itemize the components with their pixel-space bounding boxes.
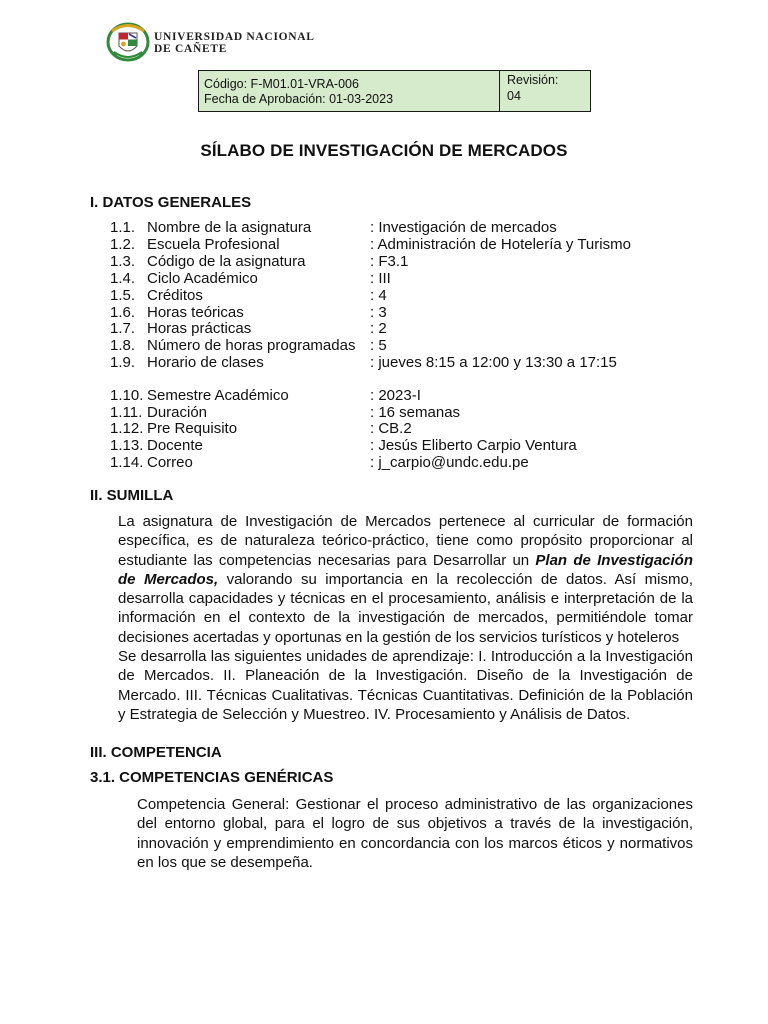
- datos-generales-num: 1.6.: [110, 303, 136, 321]
- datos-generales-num: 1.9.: [110, 354, 136, 372]
- datos-generales-value: : 16 semanas: [370, 403, 461, 421]
- datos-generales-value: : 4: [370, 286, 387, 304]
- datos-generales-value: : III: [370, 269, 391, 287]
- datos-generales-num: 1.1.: [110, 219, 136, 236]
- section-heading-datos-generales: I. DATOS GENERALES: [90, 194, 252, 211]
- section-heading-sumilla: II. SUMILLA: [90, 487, 174, 504]
- datos-generales-value: : CB.2: [370, 420, 412, 438]
- datos-generales-value: : j_carpio@undc.edu.pe: [370, 454, 529, 472]
- datos-generales-num: 1.12.: [110, 420, 144, 438]
- approval-date: Fecha de Aprobación: 01-03-2023: [204, 92, 394, 106]
- datos-generales-label: Docente: [147, 437, 203, 455]
- datos-generales-label: Horario de clases: [147, 354, 264, 372]
- datos-generales-value: : Jesús Eliberto Carpio Ventura: [370, 437, 577, 455]
- datos-generales-num: 1.10.: [110, 386, 144, 404]
- datos-generales-label: Pre Requisito: [147, 420, 238, 438]
- datos-generales-label: Escuela Profesional: [147, 235, 280, 253]
- datos-generales-value: : jueves 8:15 a 12:00 y 13:30 a 17:15: [370, 354, 617, 372]
- datos-generales-num: 1.8.: [110, 337, 136, 355]
- datos-generales-label: Ciclo Académico: [147, 269, 258, 287]
- sumilla-emphasis: Plan de Investigación de Mercados,: [118, 551, 693, 588]
- datos-generales-num: 1.7.: [110, 320, 136, 338]
- datos-generales-num: 1.5.: [110, 286, 136, 304]
- datos-generales-label: Duración: [147, 403, 208, 421]
- datos-generales-value: : Investigación de mercados: [370, 219, 557, 236]
- datos-generales-label: Número de horas programadas: [147, 337, 356, 355]
- revision-label: Revisión:: [507, 73, 559, 87]
- revision-value: 04: [507, 89, 521, 103]
- datos-generales-label: Semestre Académico: [147, 386, 289, 404]
- sumilla-text-part1: La asignatura de Investigación de Mercados pertenece al curricular de formación específica, es de naturaleza teórico-práctico, tiene como propósito proporcionar al estudiante las competencias necesarias para Desarrollar un: [118, 513, 693, 569]
- university-crest-logo: [106, 22, 150, 62]
- datos-generales-num: 1.11.: [110, 403, 143, 421]
- university-name-line1: UNIVERSIDAD NACIONAL: [154, 31, 315, 43]
- competencia-general-paragraph: Competencia General: Gestionar el proceso administrativo de las organizaciones del entorno global, para el logro de sus objetivos a través de la investigación, innovación y emprendimiento en concordancia con los marcos éticos y normativos en los que se desempeña.: [137, 796, 693, 871]
- datos-generales-value: : Administración de Hotelería y Turismo: [370, 235, 631, 253]
- datos-generales-num: 1.14.: [110, 454, 144, 472]
- datos-generales-label: Horas teóricas: [147, 303, 244, 321]
- section-heading-competencia: III. COMPETENCIA: [90, 744, 222, 761]
- datos-generales-num: 1.2.: [110, 235, 136, 253]
- datos-generales-label: Correo: [147, 454, 193, 472]
- datos-generales-value: : 2: [370, 320, 387, 338]
- datos-generales-label: Créditos: [147, 286, 203, 304]
- datos-generales-num: 1.4.: [110, 269, 136, 287]
- datos-generales-value: : F3.1: [370, 252, 409, 270]
- datos-generales-label: Horas prácticas: [147, 320, 252, 338]
- datos-generales-value: : 3: [370, 303, 387, 321]
- sumilla-text-part2: valorando su importancia en la recolección de datos. Así mismo, desarrolla capacidades y técnicas en el procesamiento, análisis e interpretación de la información en el contexto de la investigación de mercados, permitiéndole tomar decisiones acertadas y oportunas en la gestión de los servicios turísticos y hoteleros: [118, 570, 693, 646]
- revision-cell: [500, 71, 590, 111]
- document-control-box: [198, 70, 591, 112]
- university-name: [154, 31, 315, 55]
- sumilla-paragraph: [118, 512, 693, 724]
- document-code-cell: [199, 71, 500, 111]
- datos-generales-label: Nombre de la asignatura: [147, 219, 312, 236]
- datos-generales-value: : 2023-I: [370, 386, 421, 404]
- datos-generales-label: Código de la asignatura: [147, 252, 306, 270]
- datos-generales-value: : 5: [370, 337, 387, 355]
- sumilla-units: Se desarrolla las siguientes unidades de aprendizaje: I. Introducción a la Investigación de Mercados. II. Planeación de la Investigación. Diseño de la Investigación de Mercado. III. Técnicas Cualitativas. Técnicas Cuantitativas. Definición de la Población y Estrategia de Selección y Muestreo. IV. Procesamiento y Análisis de Datos.: [118, 648, 693, 723]
- university-name-line2: DE CAÑETE: [154, 43, 228, 55]
- section-heading-competencias-genericas: 3.1. COMPETENCIAS GENÉRICAS: [90, 769, 334, 786]
- datos-generales-num: 1.13.: [110, 437, 144, 455]
- document-code: Código: F-M01.01-VRA-006: [204, 77, 359, 91]
- document-title: SÍLABO DE INVESTIGACIÓN DE MERCADOS: [200, 141, 568, 160]
- datos-generales-num: 1.3.: [110, 252, 136, 270]
